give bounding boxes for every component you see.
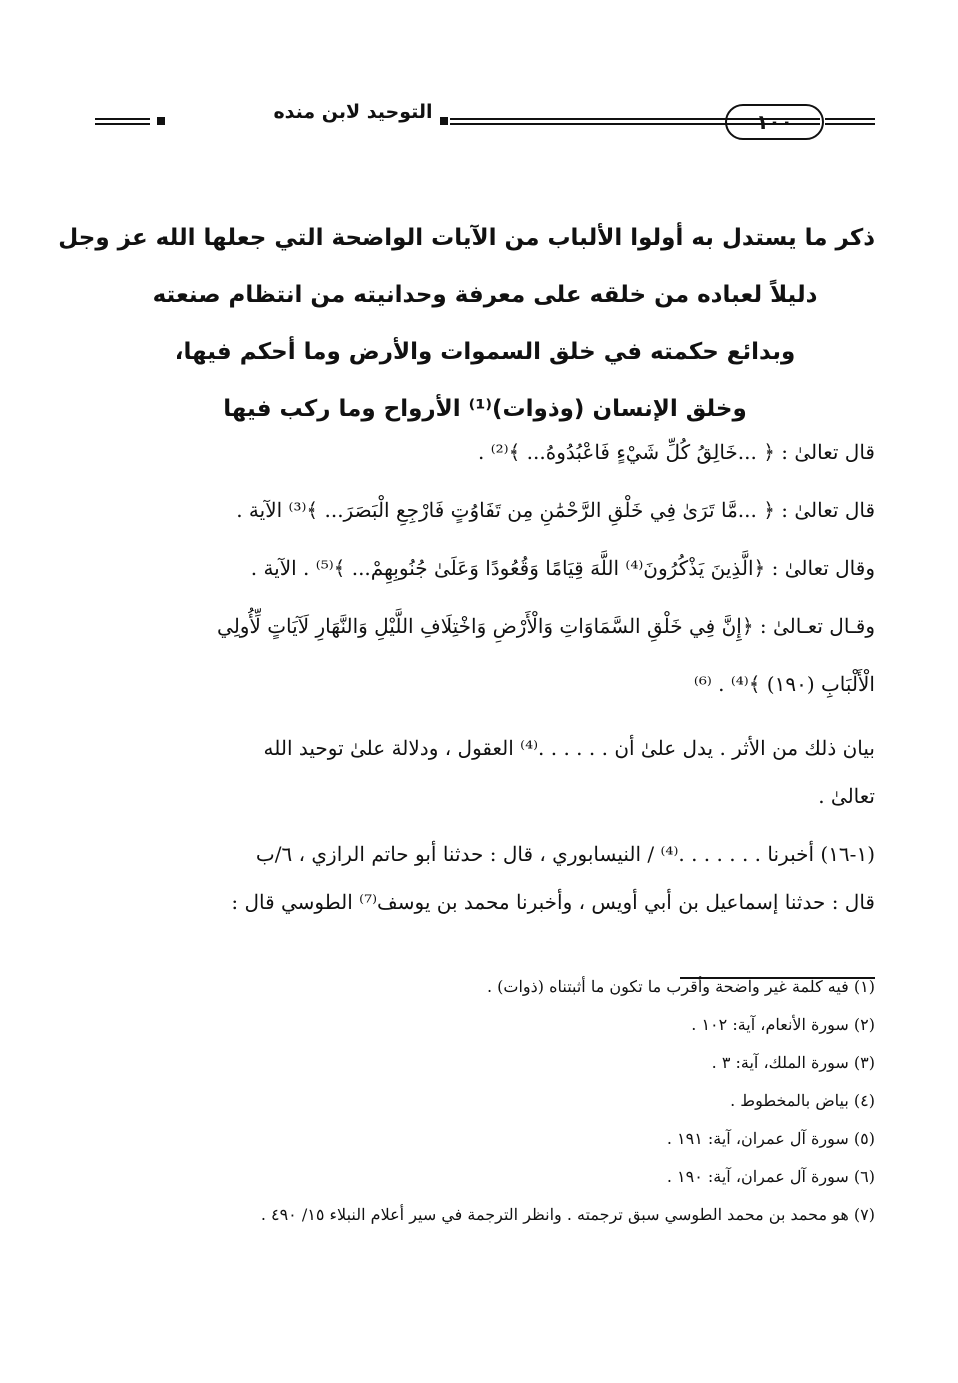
header-bullet-left — [157, 117, 165, 125]
heading-line: وخلق الإنسان (وذوات)⁽¹⁾ الأرواح وما ركب فيها — [223, 396, 747, 422]
body-line: قال تعالىٰ : ﴿ ...مَّا تَرَىٰ فِي خَلْقِ الرَّحْمَٰنِ مِن تَفَاوُتٍ فَارْجِعِ الْبَصَرَ... ﴾⁽³⁾ الآية . — [236, 498, 875, 522]
header-rule-middle — [450, 118, 820, 125]
header-rule-left — [95, 118, 150, 125]
body-line: (١-١٦) أخبرنا . . . . . . .⁽⁴⁾ / النيسابوري ، قال : حدثنا أبو حاتم الرازي ، ٦/ب — [255, 842, 875, 866]
footnote: (٧) هو محمد بن محمد الطوسي سبق ترجمته . وانظر الترجمة في سير أعلام النبلاء ١٥/ ٤٩٠ . — [260, 1205, 875, 1224]
footnote: (٢) سورة الأنعام، آية: ١٠٢ . — [691, 1015, 875, 1034]
footnote: (١) فيه كلمة غير واضحة وأقرب ما تكون ما أثبتناه (ذوات) . — [487, 977, 875, 996]
body-line: بيان ذلك من الأثر . يدل علىٰ أن . . . . . .⁽⁴⁾ العقول ، ودلالة علىٰ توحيد الله — [263, 736, 875, 760]
page-header — [95, 98, 875, 148]
body-line: قال : حدثنا إسماعيل بن أبي أويس ، وأخبرنا محمد بن يوسف⁽⁷⁾ الطوسي قال : — [231, 890, 875, 914]
footnote: (٣) سورة الملك، آية: ٣ . — [711, 1053, 875, 1072]
body-line: تعالىٰ . — [818, 784, 875, 808]
footnote: (٦) سورة آل عمران، آية: ١٩٠ . — [666, 1167, 875, 1186]
header-rule-right — [825, 118, 875, 125]
section-heading — [58, 210, 875, 438]
footnote: (٥) سورة آل عمران، آية: ١٩١ . — [666, 1129, 875, 1148]
body-line: الْأَلْبَابِ (١٩٠) ﴾⁽⁴⁾ . ⁽⁶⁾ — [693, 672, 875, 696]
footnote: (٤) بياض بالمخطوط . — [730, 1091, 875, 1110]
body-line: قال تعالىٰ : ﴿ ...خَالِقُ كُلِّ شَيْءٍ فَاعْبُدُوهُ... ﴾⁽²⁾ . — [477, 440, 875, 464]
book-title: التوحيد لابن منده — [273, 101, 433, 123]
page-number: ١٠٠ — [725, 104, 824, 140]
body-line: وقـال تعـالىٰ : ﴿إِنَّ فِي خَلْقِ السَّمَاوَاتِ وَالْأَرْضِ وَاخْتِلَافِ اللَّيْلِ وَالنَّهَارِ لَآيَاتٍ لِّأُولِي — [217, 614, 875, 638]
heading-line: ذكر ما يستدل به أولوا الألباب من الآيات الواضحة التي جعلها الله عز وجل — [58, 225, 875, 251]
heading-line: دليلاً لعباده من خلقه على معرفة وحدانيته من انتظام صنعته — [152, 282, 818, 308]
body-line: وقال تعالىٰ : ﴿الَّذِينَ يَذْكُرُونَ⁽⁴⁾ اللَّهَ قِيَامًا وَقُعُودًا وَعَلَىٰ جُنُوبِهِمْ... ﴾⁽⁵⁾ . الآية . — [250, 556, 875, 580]
heading-line: وبدائع حكمته في خلق السموات والأرض وما أحكم فيها، — [174, 339, 796, 365]
